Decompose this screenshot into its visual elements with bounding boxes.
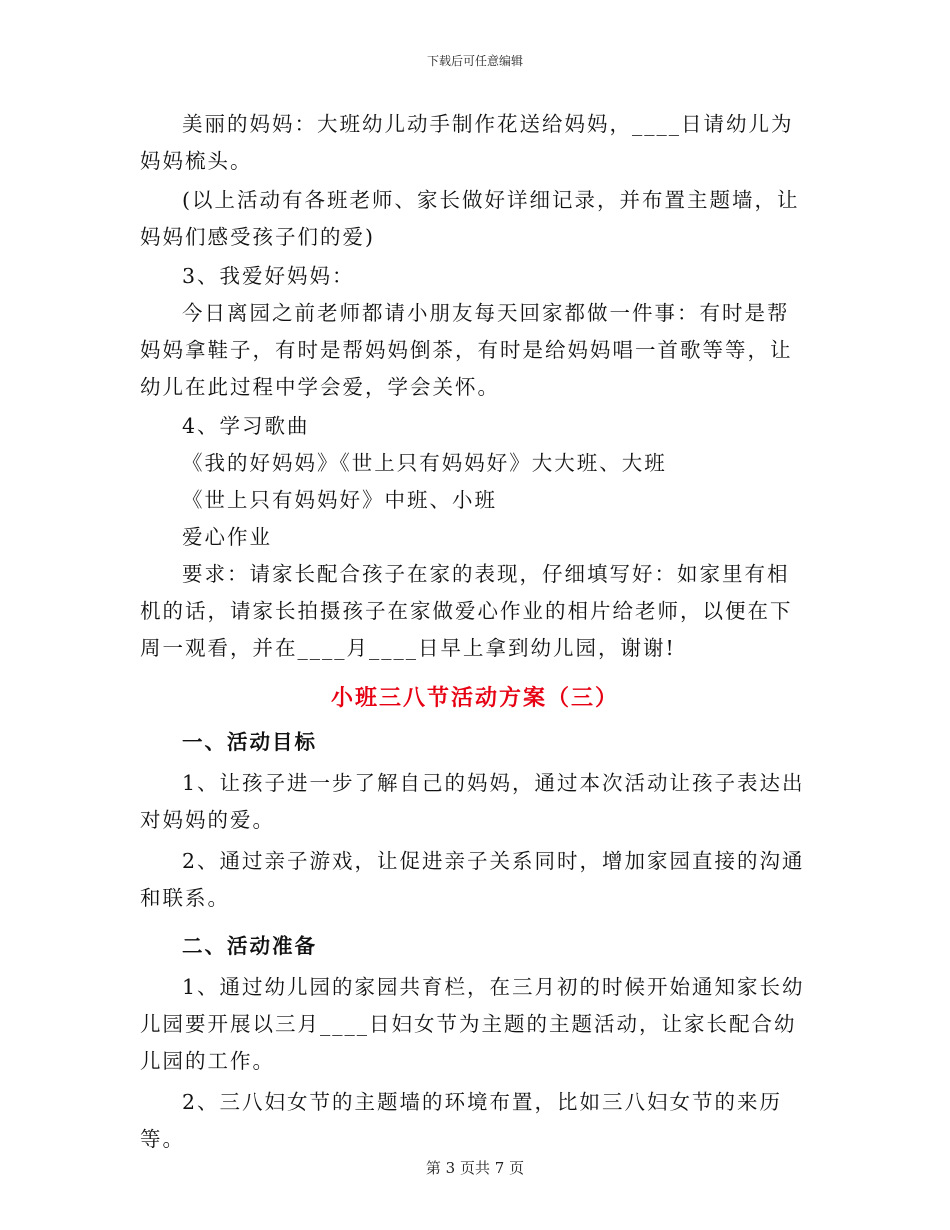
prep-item-1: 1、通过幼儿园的家园共育栏，在三月初的时候开始通知家长幼儿园要开展以三月____日妇女节为主题的主题活动，让家长配合幼儿园的工作。: [140, 975, 805, 1073]
paragraph-requirements: 要求：请家长配合孩子在家的表现，仔细填写好：如家里有相机的话，请家长拍摄孩子在家做爱心作业的相片给老师，以便在下周一观看，并在____月____日早上拿到幼儿园，谢谢!: [140, 562, 793, 660]
paragraph-beautiful-mom: 美丽的妈妈：大班幼儿动手制作花送给妈妈，____日请幼儿为妈妈梳头。: [140, 112, 794, 173]
paragraph-activity-note: (以上活动有各班老师、家长做好详细记录，并布置主题墙，让妈妈们感受孩子们的爱): [140, 188, 800, 249]
section-title: 小班三八节活动方案（三）: [330, 685, 619, 711]
prep-item-2: 2、三八妇女节的主题墙的环境布置，比如三八妇女节的来历等。: [140, 1090, 783, 1151]
paragraph-daily-task: 今日离园之前老师都请小朋友每天回家都做一件事：有时是帮妈妈拿鞋子，有时是帮妈妈倒茶，有时是给妈妈唱一首歌等等，让幼儿在此过程中学会爱，学会关怀。: [140, 301, 793, 399]
paragraph-item-4: 4、学习歌曲: [182, 414, 310, 438]
paragraph-songs-junior: 《世上只有妈妈好》中班、小班: [182, 488, 498, 512]
heading-activity-goals: 一、活动目标: [182, 730, 318, 754]
paragraph-love-homework: 爱心作业: [182, 525, 273, 549]
heading-activity-preparation: 二、活动准备: [182, 934, 318, 958]
goal-item-1: 1、让孩子进一步了解自己的妈妈，通过本次活动让孩子表达出对妈妈的爱。: [140, 771, 805, 832]
page-footer: 第 3 页共 7 页: [425, 1159, 525, 1177]
paragraph-item-3: 3、我爱好妈妈：: [182, 264, 355, 288]
page-header: 下载后可任意编辑: [426, 54, 523, 68]
document-body: [140, 106, 810, 1158]
paragraph-songs-senior: 《我的好妈妈》《世上只有妈妈好》大大班、大班: [182, 451, 667, 475]
goal-item-2: 2、通过亲子游戏，让促进亲子关系同时，增加家园直接的沟通和联系。: [140, 849, 805, 910]
